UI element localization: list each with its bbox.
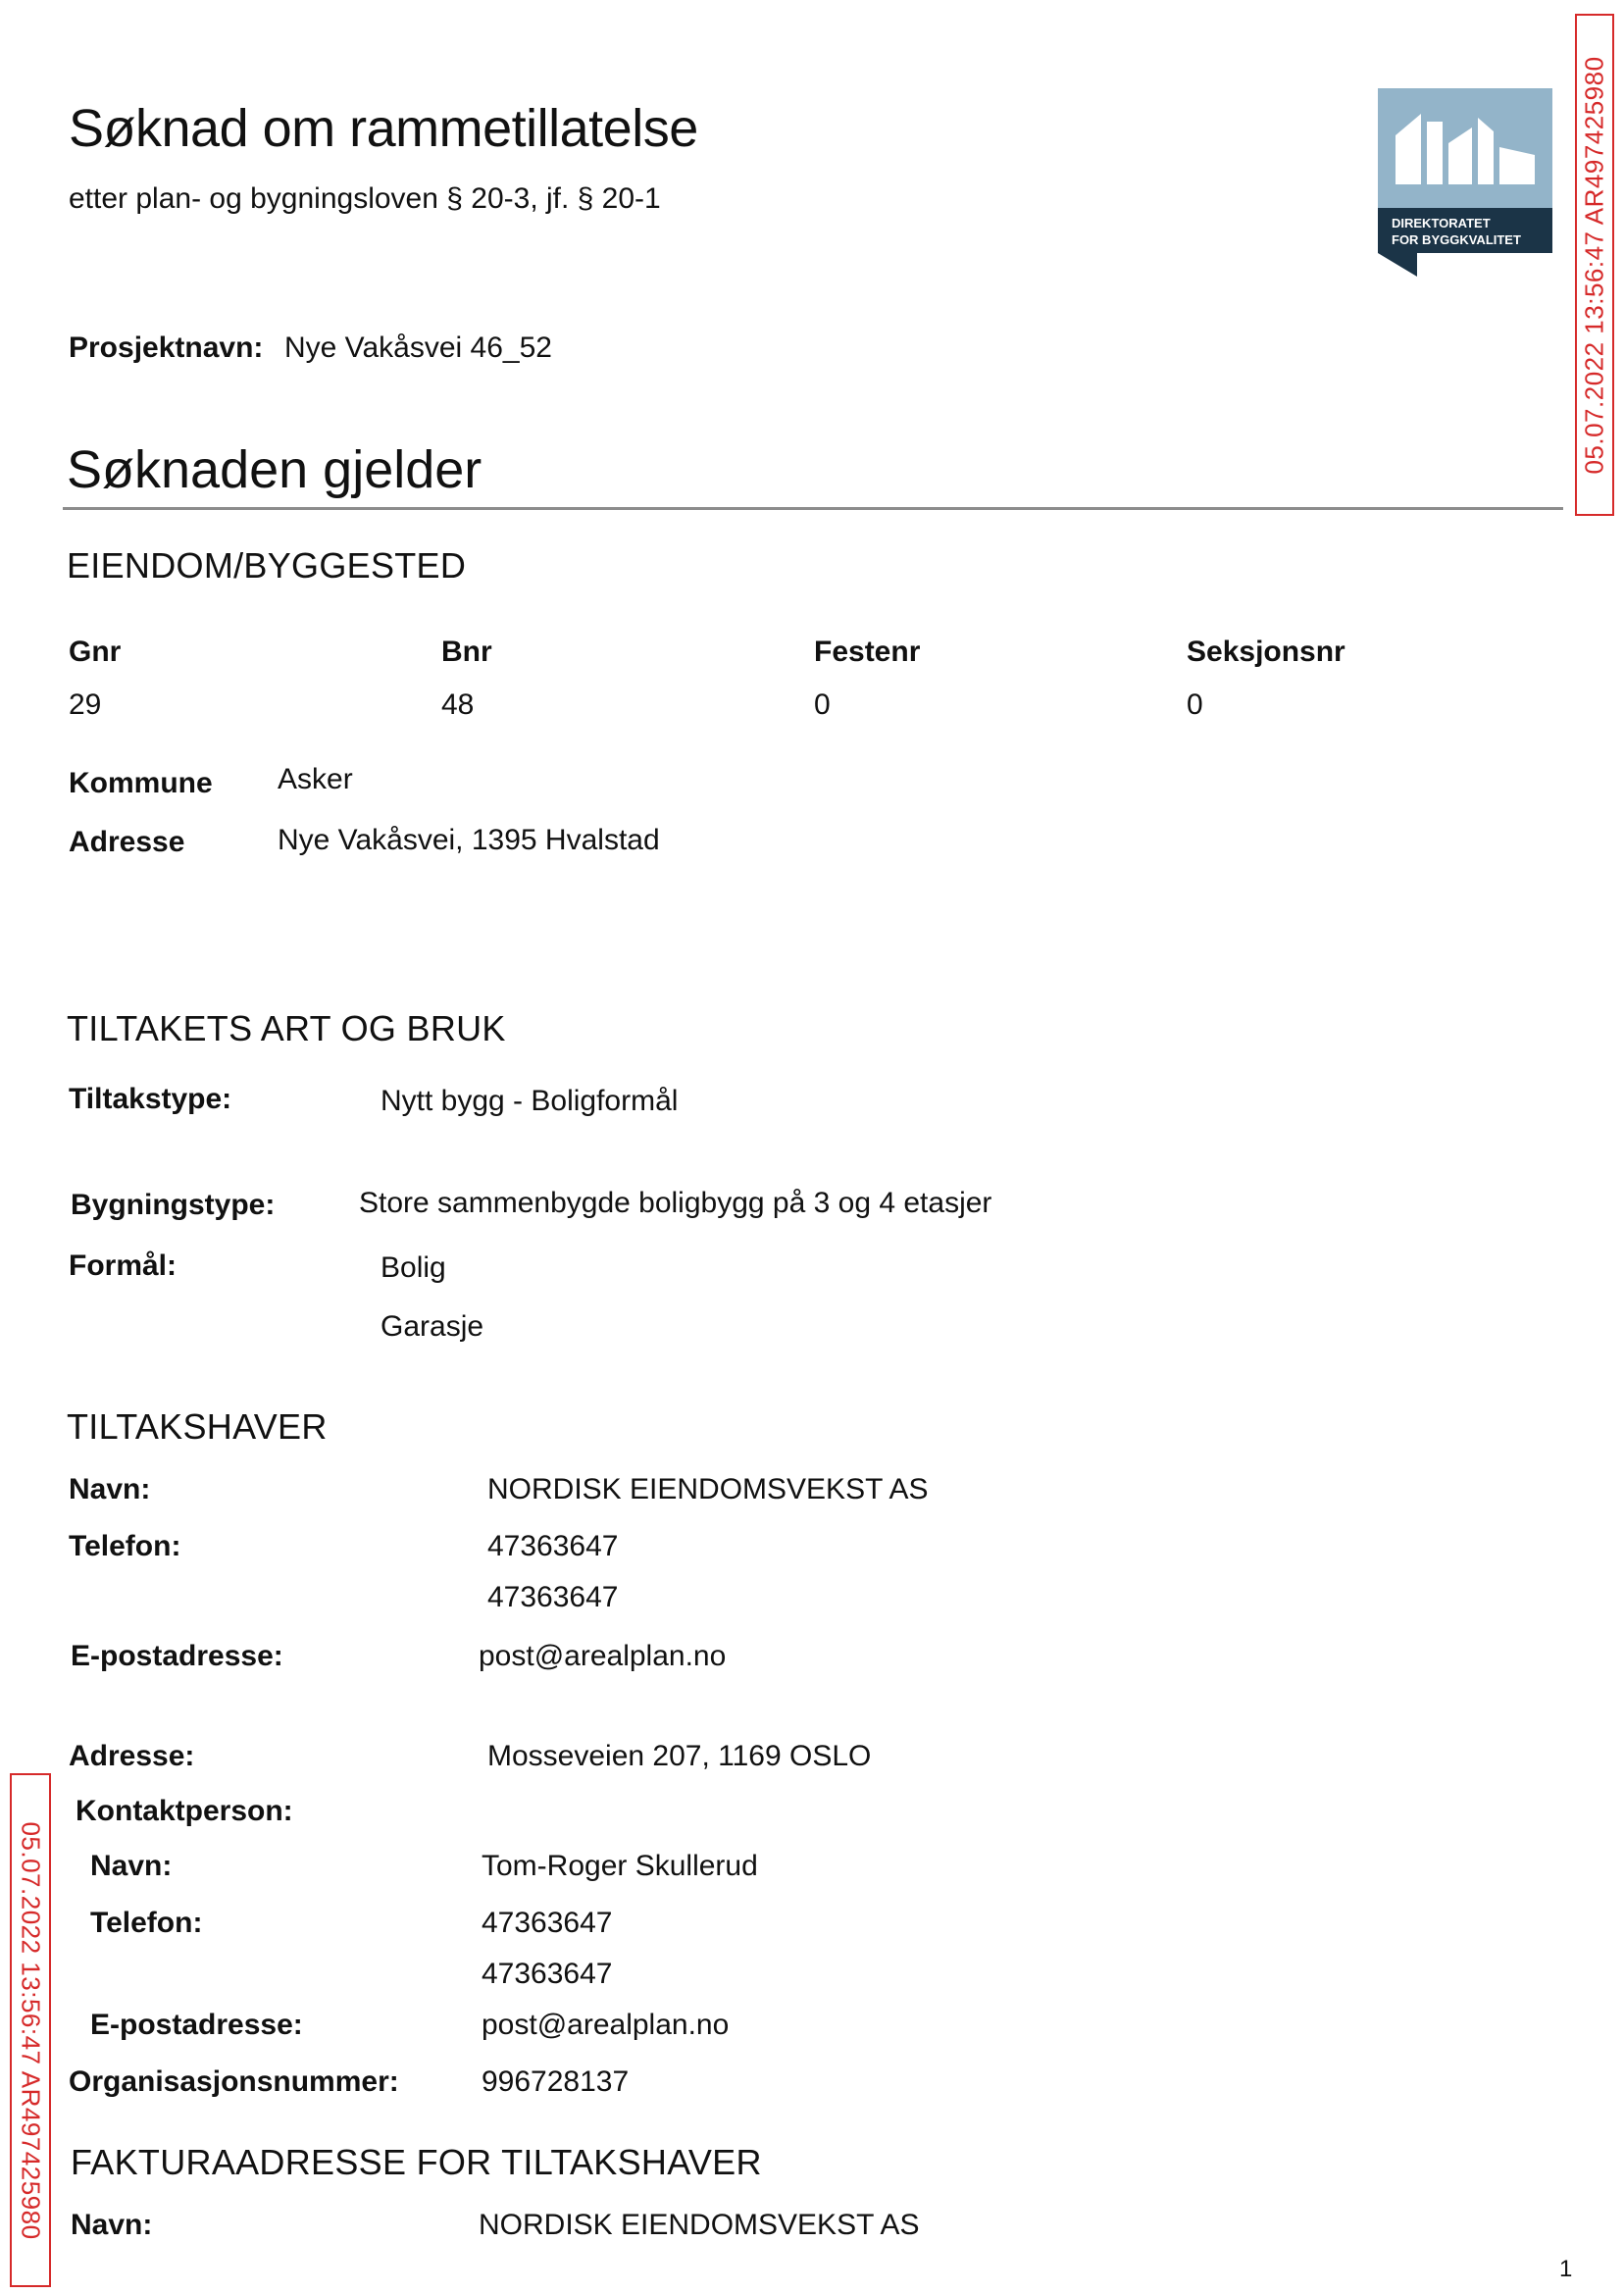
owner-navn-value: NORDISK EIENDOMSVEKST AS: [487, 1473, 929, 1505]
stamp-text: 05.07.2022 13:56:47 AR497425980: [16, 1820, 46, 2240]
kontaktperson-label: Kontaktperson:: [76, 1795, 293, 1827]
billing-navn-value: NORDISK EIENDOMSVEKST AS: [479, 2209, 920, 2241]
document-subtitle: etter plan- og bygningsloven § 20-3, jf. § 20-1: [69, 182, 661, 215]
kommune-label: Kommune: [69, 767, 213, 799]
bnr-value: 48: [441, 688, 475, 721]
seksjonsnr-label: Seksjonsnr: [1187, 636, 1345, 668]
formal-value-1: Bolig: [381, 1251, 446, 1284]
owner-adresse-label: Adresse:: [69, 1740, 195, 1772]
document-stamp-top: [1575, 14, 1614, 516]
owner-epost-label: E-postadresse:: [71, 1640, 283, 1672]
document-title: Søknad om rammetillatelse: [69, 99, 698, 158]
owner-heading: TILTAKSHAVER: [67, 1406, 328, 1447]
owner-telefon-label: Telefon:: [69, 1530, 181, 1562]
festenr-label: Festenr: [814, 636, 921, 668]
bygningstype-label: Bygningstype:: [71, 1189, 276, 1221]
seksjonsnr-value: 0: [1187, 688, 1203, 721]
kommune-value: Asker: [278, 763, 353, 795]
main-heading: Søknaden gjelder: [67, 440, 482, 499]
document-stamp-bottom: [10, 1773, 51, 2287]
measure-heading: TILTAKETS ART OG BRUK: [67, 1008, 506, 1048]
logo-text-line2: FOR BYGGKVALITET: [1392, 232, 1521, 247]
formal-value-2: Garasje: [381, 1310, 484, 1343]
page-number: 1: [1559, 2256, 1573, 2282]
project-value: Nye Vakåsvei 46_52: [284, 331, 552, 364]
project-label: Prosjektnavn:: [69, 331, 264, 364]
festenr-value: 0: [814, 688, 831, 721]
heading-divider: [63, 507, 1563, 510]
dibk-logo: [1378, 88, 1552, 277]
tiltakstype-label: Tiltakstype:: [69, 1083, 232, 1115]
tiltakstype-value: Nytt bygg - Boligformål: [381, 1085, 679, 1117]
kontakt-navn-value: Tom-Roger Skullerud: [482, 1850, 758, 1882]
logo-text-line1: DIREKTORATET: [1392, 216, 1491, 230]
kontakt-telefon-value-2: 47363647: [482, 1958, 613, 1990]
billing-heading: FAKTURAADRESSE FOR TILTAKSHAVER: [71, 2142, 762, 2182]
gnr-label: Gnr: [69, 636, 122, 668]
kontakt-telefon-value-1: 47363647: [482, 1907, 613, 1939]
kontakt-epost-label: E-postadresse:: [90, 2009, 303, 2041]
bygningstype-value: Store sammenbygde boligbygg på 3 og 4 etasjer: [359, 1187, 992, 1219]
stamp-text: 05.07.2022 13:56:47 AR497425980: [1579, 55, 1609, 475]
orgnr-value: 996728137: [482, 2065, 630, 2098]
kontakt-navn-label: Navn:: [90, 1850, 173, 1882]
adresse-label: Adresse: [69, 826, 185, 858]
owner-epost-value: post@arealplan.no: [479, 1640, 727, 1672]
bnr-label: Bnr: [441, 636, 492, 668]
owner-navn-label: Navn:: [69, 1473, 151, 1505]
owner-telefon-value-1: 47363647: [487, 1530, 619, 1562]
kontakt-telefon-label: Telefon:: [90, 1907, 203, 1939]
orgnr-label: Organisasjonsnummer:: [69, 2065, 399, 2098]
formal-label: Formål:: [69, 1249, 178, 1282]
owner-telefon-value-2: 47363647: [487, 1581, 619, 1613]
billing-navn-label: Navn:: [71, 2209, 153, 2241]
kontakt-epost-value: post@arealplan.no: [482, 2009, 730, 2041]
owner-adresse-value: Mosseveien 207, 1169 OSLO: [487, 1740, 872, 1772]
gnr-value: 29: [69, 688, 102, 721]
property-heading: EIENDOM/BYGGESTED: [67, 545, 467, 586]
adresse-value: Nye Vakåsvei, 1395 Hvalstad: [278, 824, 660, 856]
